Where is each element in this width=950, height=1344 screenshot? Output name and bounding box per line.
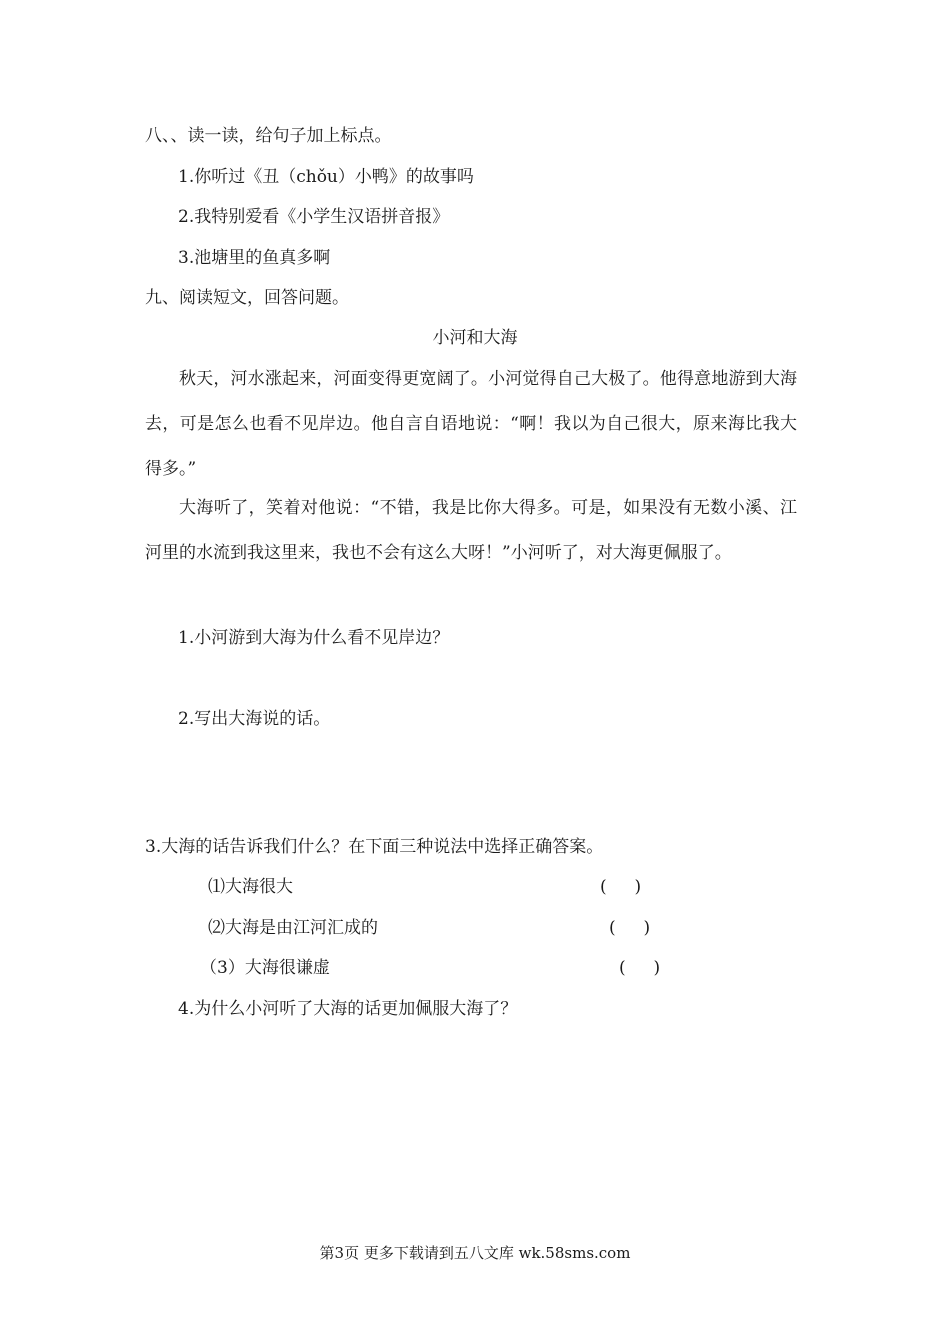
- choice-1-label: ⑴大海很大: [208, 877, 293, 897]
- question-2: 2.写出大海说的话。: [178, 709, 331, 729]
- question-4: 4.为什么小河听了大海的话更加佩服大海了？: [178, 999, 518, 1019]
- section-8-item-3: 3.池塘里的鱼真多啊: [178, 248, 331, 268]
- question-3: 3.大海的话告诉我们什么？在下面三种说法中选择正确答案。: [145, 837, 604, 857]
- choice-2-label: ⑵大海是由江河汇成的: [208, 918, 378, 938]
- section-8-heading: 八、、读一读，给句子加上标点。: [145, 126, 392, 146]
- question-1: 1.小河游到大海为什么看不见岸边？: [178, 628, 450, 648]
- story-paragraph-2: 大海听了，笑着对他说：“不错，我是比你大得多。可是，如果没有无数小溪、江河里的水流到我这里来，我也不会有这么大呀！”小河听了，对大海更佩服了。: [145, 498, 797, 563]
- section-8-item-1: 1.你听过《丑（chǒu）小鸭》的故事吗: [178, 167, 474, 187]
- choice-3-label: （3）大海很谦虚: [200, 958, 330, 978]
- story-paragraph-1: 秋天，河水涨起来，河面变得更宽阔了。小河觉得自己大极了。他得意地游到大海去，可是怎么也看不见岸边。他自言自语地说：“啊！我以为自己很大，原来海比我大得多。”: [145, 369, 797, 479]
- section-8-item-2: 2.我特别爱看《小学生汉语拼音报》: [178, 207, 450, 227]
- choice-1-answer-bracket[interactable]: ( ): [600, 877, 642, 897]
- story-title: 小河和大海: [432, 328, 518, 348]
- section-9-heading: 九、阅读短文，回答问题。: [145, 288, 349, 308]
- choice-3-answer-bracket[interactable]: ( ): [619, 958, 661, 978]
- page-footer: 第3页 更多下载请到五八文库 wk.58sms.com: [319, 1244, 631, 1262]
- choice-2-answer-bracket[interactable]: ( ): [609, 918, 651, 938]
